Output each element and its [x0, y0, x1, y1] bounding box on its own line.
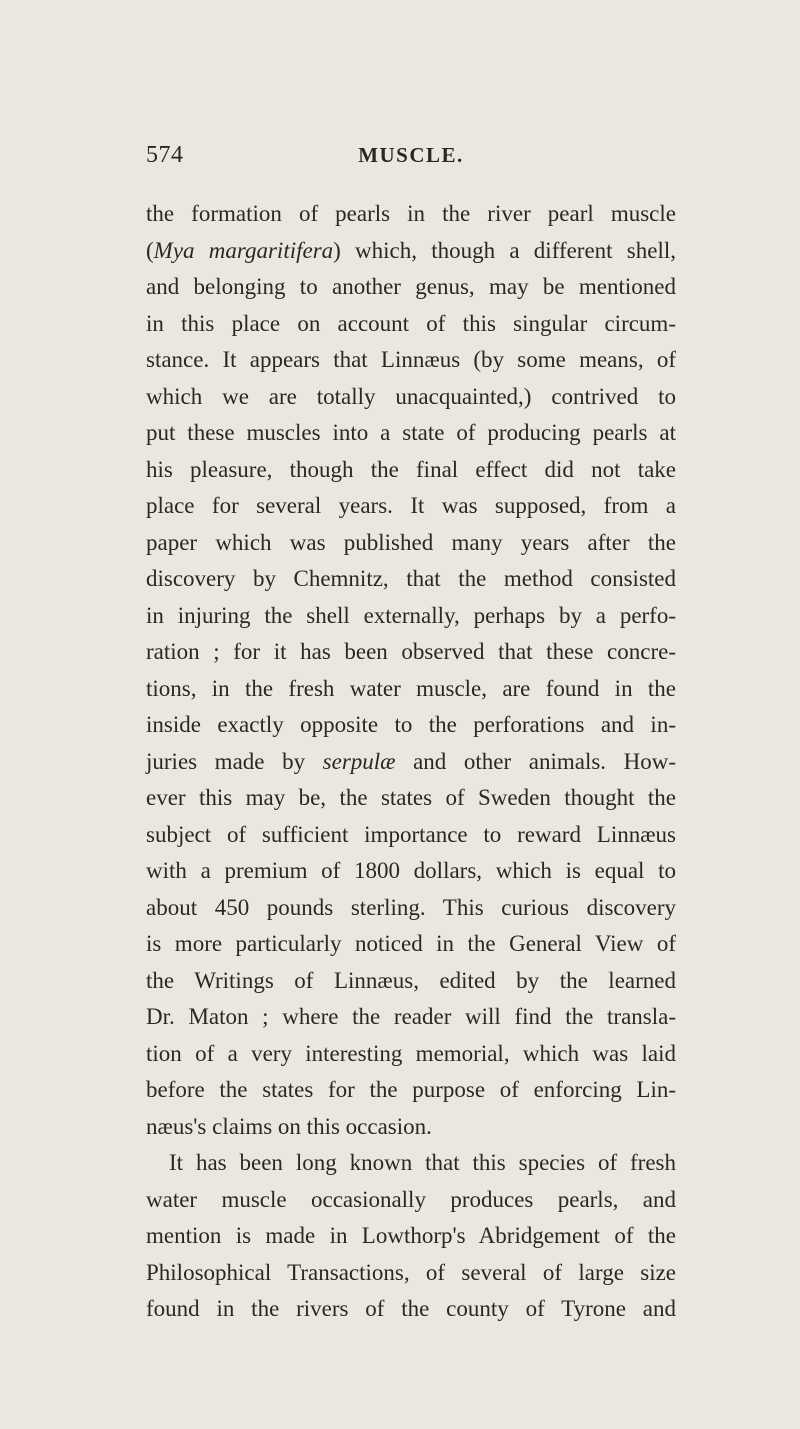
page-header [146, 142, 676, 172]
text-line: in this place on account of this singular circum- [146, 310, 676, 336]
text-segment: juries made by [146, 748, 323, 774]
page-number: 574 [146, 142, 184, 168]
italic-term: serpulæ [322, 748, 396, 774]
text-line [146, 744, 676, 781]
text-line: found in the rivers of the county of Tyrone and [146, 1296, 676, 1321]
text-line: stance. It appears that Linnæus (by some means, of [146, 347, 676, 372]
text-segment: ( [146, 237, 154, 263]
text-line [146, 233, 676, 270]
text-line: with a premium of 1800 dollars, which is equal to [146, 858, 676, 883]
text-line: ration ; for it has been observed that these concre- [146, 639, 676, 664]
running-head: MUSCLE. [358, 143, 464, 167]
text-line: place for several years. It was supposed, from a [146, 493, 676, 518]
text-line: It has been long known that this species of fresh [169, 1150, 676, 1175]
text-line: Dr. Maton ; where the reader will find the transla- [146, 1004, 676, 1029]
text-segment: ) which, though a different shell, [333, 237, 676, 263]
text-line: his pleasure, though the final effect did not take [146, 456, 676, 482]
text-line: water muscle occasionally produces pearls, and [146, 1186, 676, 1212]
text-line: paper which was published many years after the [146, 529, 676, 555]
text-line: is more particularly noticed in the General View of [146, 931, 676, 956]
text-segment: and other animals. How- [395, 748, 676, 774]
text-line: which we are totally unacquainted,) contrived to [146, 383, 676, 409]
text-line: Philosophical Transactions, of several of large size [146, 1259, 676, 1285]
text-line: subject of sufficient importance to reward Linnæus [146, 821, 676, 847]
text-line: inside exactly opposite to the perforations and in- [146, 712, 676, 737]
text-line: næus's claims on this occasion. [146, 1113, 432, 1139]
text-line: ever this may be, the states of Sweden thought the [146, 785, 676, 810]
text-line: put these muscles into a state of producing pearls at [146, 420, 676, 445]
text-line: tions, in the fresh water muscle, are found in the [146, 675, 676, 701]
italic-term: Mya margaritifera [153, 237, 334, 263]
text-line: and belonging to another genus, may be mentioned [146, 274, 676, 299]
text-line: the formation of pearls in the river pearl muscle [146, 201, 676, 226]
text-line: before the states for the purpose of enforcing Lin- [146, 1077, 676, 1102]
text-line: mention is made in Lowthorp's Abridgement of the [146, 1223, 676, 1248]
body-text [146, 196, 676, 1328]
text-line: tion of a very interesting memorial, which was laid [146, 1040, 676, 1066]
text-line: about 450 pounds sterling. This curious discovery [146, 894, 676, 920]
text-line: in injuring the shell externally, perhaps by a perfo- [146, 602, 676, 628]
text-line: the Writings of Linnæus, edited by the learned [146, 967, 676, 993]
text-line: discovery by Chemnitz, that the method consisted [146, 566, 676, 591]
